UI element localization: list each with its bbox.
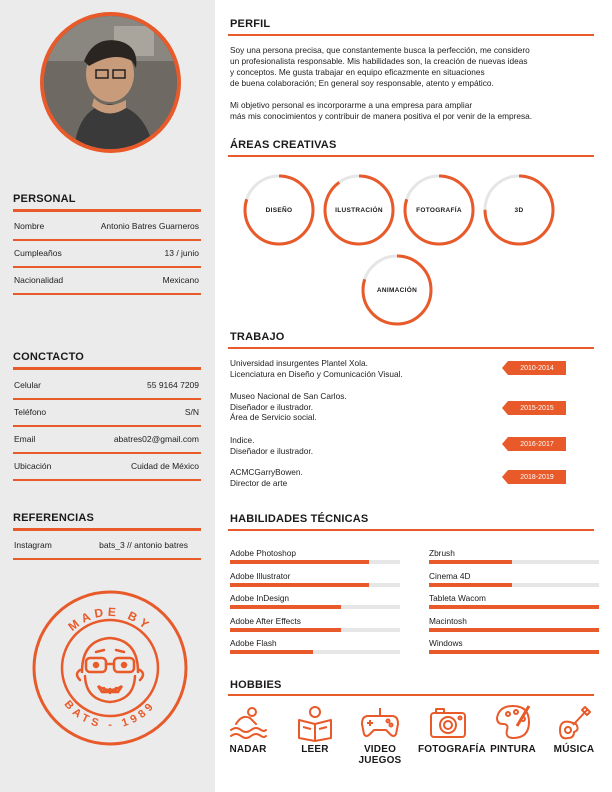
hobby-label: LEER	[301, 744, 329, 755]
job-years-badge: 2010-2014	[508, 361, 566, 375]
row-divider	[13, 293, 201, 295]
perfil-line: Soy una persona precisa, que constantemente busca la perfección, me considero	[230, 45, 530, 55]
skill-track	[429, 628, 599, 632]
skill-bar	[230, 638, 400, 656]
perfil-line: de buena colaboración; En general soy responsable, atento y empático.	[230, 78, 494, 88]
row-label: Email	[14, 434, 36, 444]
personal-heading: PERSONAL	[13, 193, 76, 205]
row-label: Nacionalidad	[14, 275, 64, 285]
skill-fill	[230, 605, 341, 609]
row-value: Mexicano	[162, 275, 199, 285]
job-line: ACMCGarryBowen.	[230, 467, 303, 477]
referencias-heading: REFERENCIAS	[13, 512, 95, 524]
skill-bar	[230, 571, 400, 589]
job-line: Diseñador e ilustrador.	[230, 445, 314, 456]
contacto-heading: CONCTACTO	[13, 351, 85, 363]
perfil-heading: PERFIL	[230, 18, 271, 30]
job-years-badge: 2018-2019	[508, 470, 566, 484]
job-entry	[230, 391, 347, 423]
personal-row-name	[13, 214, 201, 241]
row-label: Celular	[14, 380, 41, 390]
skill-bar	[429, 638, 599, 656]
job-entry	[230, 358, 403, 379]
skill-fill	[230, 650, 313, 654]
perfil-line: más mis conocimientos y contribuir de manera positiva el por venir de la empresa.	[230, 111, 533, 121]
hobby-label: PINTURA	[490, 744, 536, 755]
hobbies-heading: HOBBIES	[230, 679, 282, 691]
perfil-line: y conceptos. Me gusta trabajar en equipo eficazmente en situaciones	[230, 67, 485, 77]
areas-heading-line	[228, 155, 594, 157]
skill-track	[429, 650, 599, 654]
profile-photo	[40, 12, 181, 153]
seal-bottom-text: BATS - 1989	[61, 698, 159, 732]
area-ring	[483, 174, 555, 246]
skill-fill	[429, 560, 512, 564]
contacto-row-location	[13, 454, 201, 481]
skill-track	[230, 650, 400, 654]
skill-fill	[429, 628, 599, 632]
skill-fill	[429, 650, 599, 654]
perfil-line: un profesionalista responsable. Mis habilidades son, la creación de nuevas ideas	[230, 56, 528, 66]
row-divider	[13, 479, 201, 481]
hobby-item	[544, 700, 604, 755]
perfil-heading-line	[228, 34, 594, 36]
row-value: Antonio Batres Guarneros	[100, 221, 199, 231]
hobby-item	[418, 700, 486, 755]
area-ring	[243, 174, 315, 246]
hobby-label: VIDEO JUEGOS	[358, 744, 402, 766]
hobby-item	[285, 700, 345, 755]
skill-fill	[429, 605, 599, 609]
trabajo-heading: TRABAJO	[230, 331, 285, 343]
area-ring-label: ILUSTRACIÓN	[335, 206, 383, 214]
row-label: Instagram	[14, 540, 52, 550]
row-divider	[13, 558, 201, 560]
job-years-badge: 2015-2015	[508, 401, 566, 415]
row-value: 55 9164 7209	[147, 380, 199, 390]
habilidades-heading-line	[228, 529, 594, 531]
skill-fill	[230, 560, 369, 564]
job-entry	[230, 435, 313, 456]
skill-track	[429, 583, 599, 587]
skill-bar	[230, 616, 400, 634]
area-ring-label: ANIMACIÓN	[376, 286, 418, 294]
hobby-item	[350, 700, 410, 766]
hobby-label: NADAR	[229, 744, 267, 755]
hobby-item	[218, 700, 278, 755]
skill-fill	[230, 583, 369, 587]
habilidades-heading: HABILIDADES TÉCNICAS	[230, 513, 369, 525]
perfil-line: Mi objetivo personal es incorporarme a una empresa para ampliar	[230, 100, 473, 110]
skill-track	[230, 628, 400, 632]
skill-name: Adobe Photoshop	[230, 548, 296, 558]
personal-heading-line	[13, 209, 201, 212]
skill-name: Windows	[429, 638, 463, 648]
areas-heading: ÁREAS CREATIVAS	[230, 139, 337, 151]
skill-track	[429, 560, 599, 564]
seal-top-text: MADE BY	[65, 604, 155, 634]
skill-name: Adobe After Effects	[230, 616, 301, 626]
row-value: bats_3 // antonio batres	[99, 540, 188, 550]
area-ring	[403, 174, 475, 246]
made-by-seal	[30, 588, 190, 748]
row-label: Teléfono	[14, 407, 47, 417]
skill-fill	[230, 628, 341, 632]
skill-name: Adobe Flash	[230, 638, 277, 648]
referencias-heading-line	[13, 528, 201, 531]
area-ring-label: FOTOGRAFÍA	[416, 206, 462, 214]
skill-bar	[429, 593, 599, 611]
skill-name: Zbrush	[429, 548, 455, 558]
personal-row-nationality	[13, 268, 201, 295]
skill-track	[429, 605, 599, 609]
gamepad-icon	[360, 702, 400, 742]
perfil-text	[230, 45, 590, 122]
perfil-spacer	[230, 89, 590, 100]
row-value: S/N	[184, 407, 199, 417]
skill-name: Adobe InDesign	[230, 593, 290, 603]
skill-bar	[429, 571, 599, 589]
skill-track	[230, 583, 400, 587]
face-icon	[77, 638, 143, 702]
hobby-item	[483, 700, 543, 755]
palette-icon	[493, 702, 533, 742]
hobby-label: MÚSICA	[553, 744, 595, 755]
row-value: 13 / junio	[164, 248, 199, 258]
skill-name: Tableta Wacom	[429, 593, 486, 603]
job-line: Museo Nacional de San Carlos.	[230, 391, 347, 401]
job-line: Universidad insurgentes Plantel Xola.	[230, 358, 368, 368]
skill-bar	[230, 593, 400, 611]
job-line: Indice.	[230, 435, 255, 445]
job-line: Diseñador e ilustrador.	[230, 401, 314, 412]
personal-row-birthday	[13, 241, 201, 268]
job-entry	[230, 467, 303, 488]
area-ring	[361, 254, 433, 326]
skill-name: Macintosh	[429, 616, 467, 626]
job-line: Licenciatura en Diseño y Comunicación Visual.	[230, 368, 403, 379]
contacto-row-email	[13, 427, 201, 454]
area-ring	[323, 174, 395, 246]
hobby-label: FOTOGRAFÍA	[418, 744, 486, 755]
contacto-heading-line	[13, 367, 201, 370]
job-line: Director de arte	[230, 477, 288, 488]
skill-track	[230, 605, 400, 609]
swimming-icon	[228, 702, 268, 742]
skill-name: Adobe Illustrator	[230, 571, 291, 581]
row-label: Nombre	[14, 221, 45, 231]
area-ring-label: 3D	[514, 206, 524, 214]
job-years-badge: 2016-2017	[508, 437, 566, 451]
contacto-row-phone	[13, 400, 201, 427]
skill-bar	[429, 616, 599, 634]
row-label: Cumpleaños	[14, 248, 62, 258]
skill-bar	[429, 548, 599, 566]
hobbies-heading-line	[228, 694, 594, 696]
contacto-row-cell	[13, 373, 201, 400]
row-value: abatres02@gmail.com	[113, 434, 199, 444]
skill-fill	[429, 583, 512, 587]
skill-name: Cinema 4D	[429, 571, 471, 581]
row-value: Cuidad de México	[130, 461, 199, 471]
camera-icon	[428, 702, 468, 742]
skill-track	[230, 560, 400, 564]
skill-bar	[230, 548, 400, 566]
reading-icon	[295, 702, 335, 742]
trabajo-heading-line	[228, 347, 594, 349]
row-label: Ubicación	[14, 461, 52, 471]
job-line: Área de Servicio social.	[230, 412, 317, 422]
area-ring-label: DISEÑO	[265, 206, 293, 214]
referencias-row-instagram	[13, 533, 201, 560]
guitar-icon	[554, 702, 594, 742]
